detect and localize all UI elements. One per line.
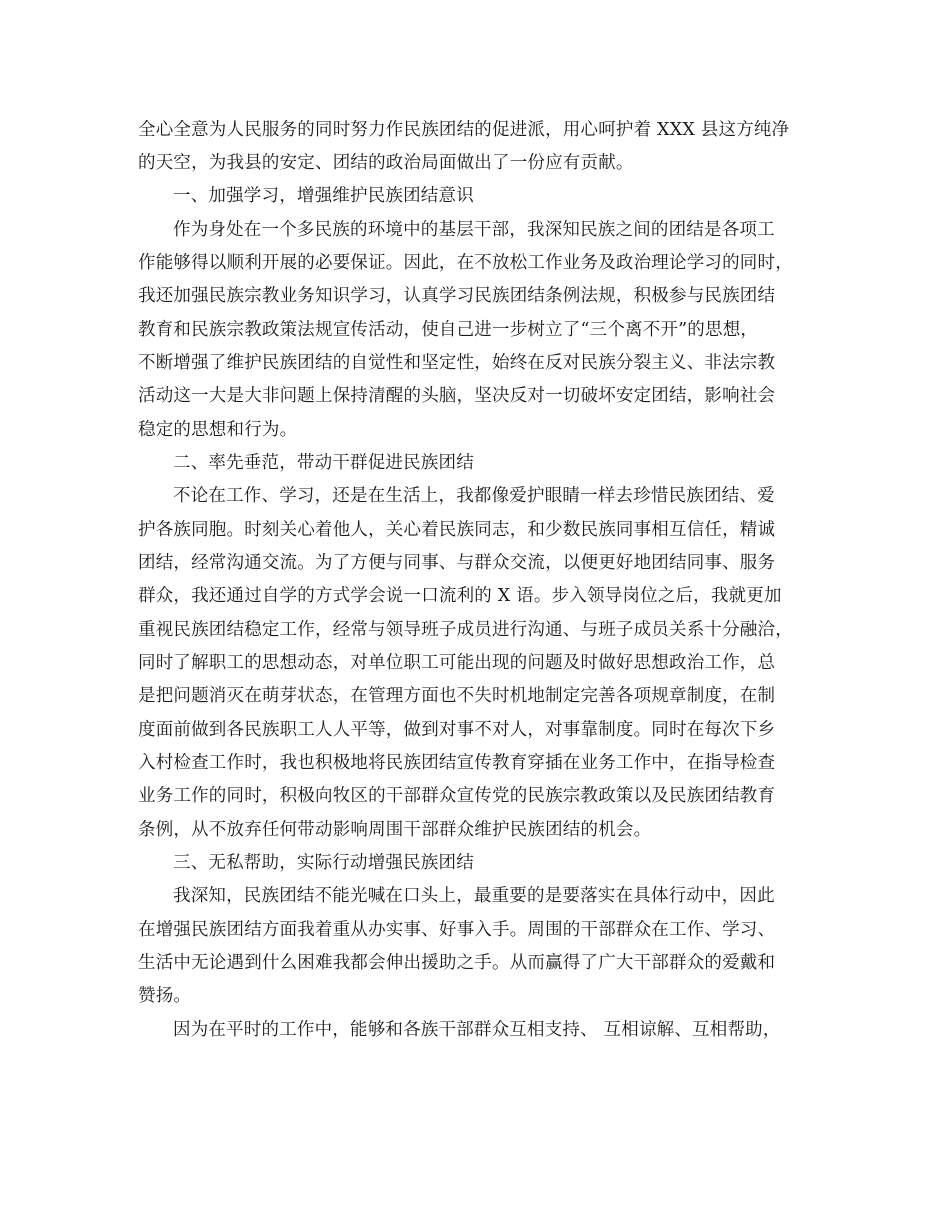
text-line: 赞扬。 <box>138 986 192 1006</box>
text-line: 群众，我还通过自学的方式学会说一口流利的 X 语。步入领导岗位之后，我就更加 <box>138 586 782 606</box>
text-line: 稳定的思想和行为。 <box>138 420 298 440</box>
text-line: 不论在工作、学习，还是在生活上，我都像爱护眼睛一样去珍惜民族团结、爱 <box>173 486 775 506</box>
text-line: 在增强民族团结方面我着重从办实事、好事入手。周围的干部群众在工作、学习、 <box>138 920 776 940</box>
text-line: 因为在平时的工作中，能够和各族干部群众互相支持、 互相谅解、互相帮助， <box>173 1020 781 1040</box>
text-line: 条例，从不放弃任何带动影响周围干部群众维护民族团结的机会。 <box>138 820 652 840</box>
text-line: 活动这一大是大非问题上保持清醒的头脑，坚决反对一切破坏安定团结，影响社会 <box>138 386 776 406</box>
text-line: 团结，经常沟通交流。为了方便与同事、与群众交流，以便更好地团结同事、服务 <box>138 553 776 573</box>
text-line: 是把问题消灭在萌芽状态，在管理方面也不失时机地制定完善各项规章制度，在制 <box>138 686 776 706</box>
text-line: 作为身处在一个多民族的环境中的基层干部，我深知民族之间的团结是各项工 <box>173 220 775 240</box>
text-line: 教育和民族宗教政策法规宣传活动，使自己进一步树立了“三个离不开”的思想， <box>138 320 759 340</box>
text-line: 我深知，民族团结不能光喊在口头上，最重要的是要落实在具体行动中，因此 <box>173 886 775 906</box>
text-line: 我还加强民族宗教业务知识学习，认真学习民族团结条例法规，积极参与民族团结 <box>138 286 776 306</box>
text-line: 重视民族团结稳定工作，经常与领导班子成员进行沟通、与班子成员关系十分融洽， <box>138 620 793 640</box>
text-line: 生活中无论遇到什么困难我都会伸出援助之手。从而赢得了广大干部群众的爱戴和 <box>138 953 776 973</box>
section-heading-1: 一、加强学习，增强维护民族团结意识 <box>173 186 474 206</box>
text-line: 不断增强了维护民族团结的自觉性和坚定性，始终在反对民族分裂主义、非法宗教 <box>138 353 776 373</box>
text-line: 业务工作的同时，积极向牧区的干部群众宣传党的民族宗教政策以及民族团结教育 <box>138 786 776 806</box>
text-line: 护各族同胞。时刻关心着他人，关心着民族同志，和少数民族同事相互信任，精诚 <box>138 520 776 540</box>
text-line: 全心全意为人民服务的同时努力作民族团结的促进派，用心呵护着 XXX 县这方纯净 <box>138 120 790 140</box>
text-line: 度面前做到各民族职工人人平等，做到对事不对人，对事靠制度。同时在每次下乡 <box>138 720 776 740</box>
section-heading-2: 二、率先垂范，带动干群促进民族团结 <box>173 453 474 473</box>
section-heading-3: 三、无私帮助，实际行动增强民族团结 <box>173 853 474 873</box>
text-line: 同时了解职工的思想动态，对单位职工可能出现的问题及时做好思想政治工作，总 <box>138 653 776 673</box>
text-line: 入村检查工作时，我也积极地将民族团结宣传教育穿插在业务工作中，在指导检查 <box>138 753 776 773</box>
text-line: 作能够得以顺利开展的必要保证。因此，在不放松工作业务及政治理论学习的同时， <box>138 253 793 273</box>
text-line: 的天空，为我县的安定、团结的政治局面做出了一份应有贡献。 <box>138 153 634 173</box>
